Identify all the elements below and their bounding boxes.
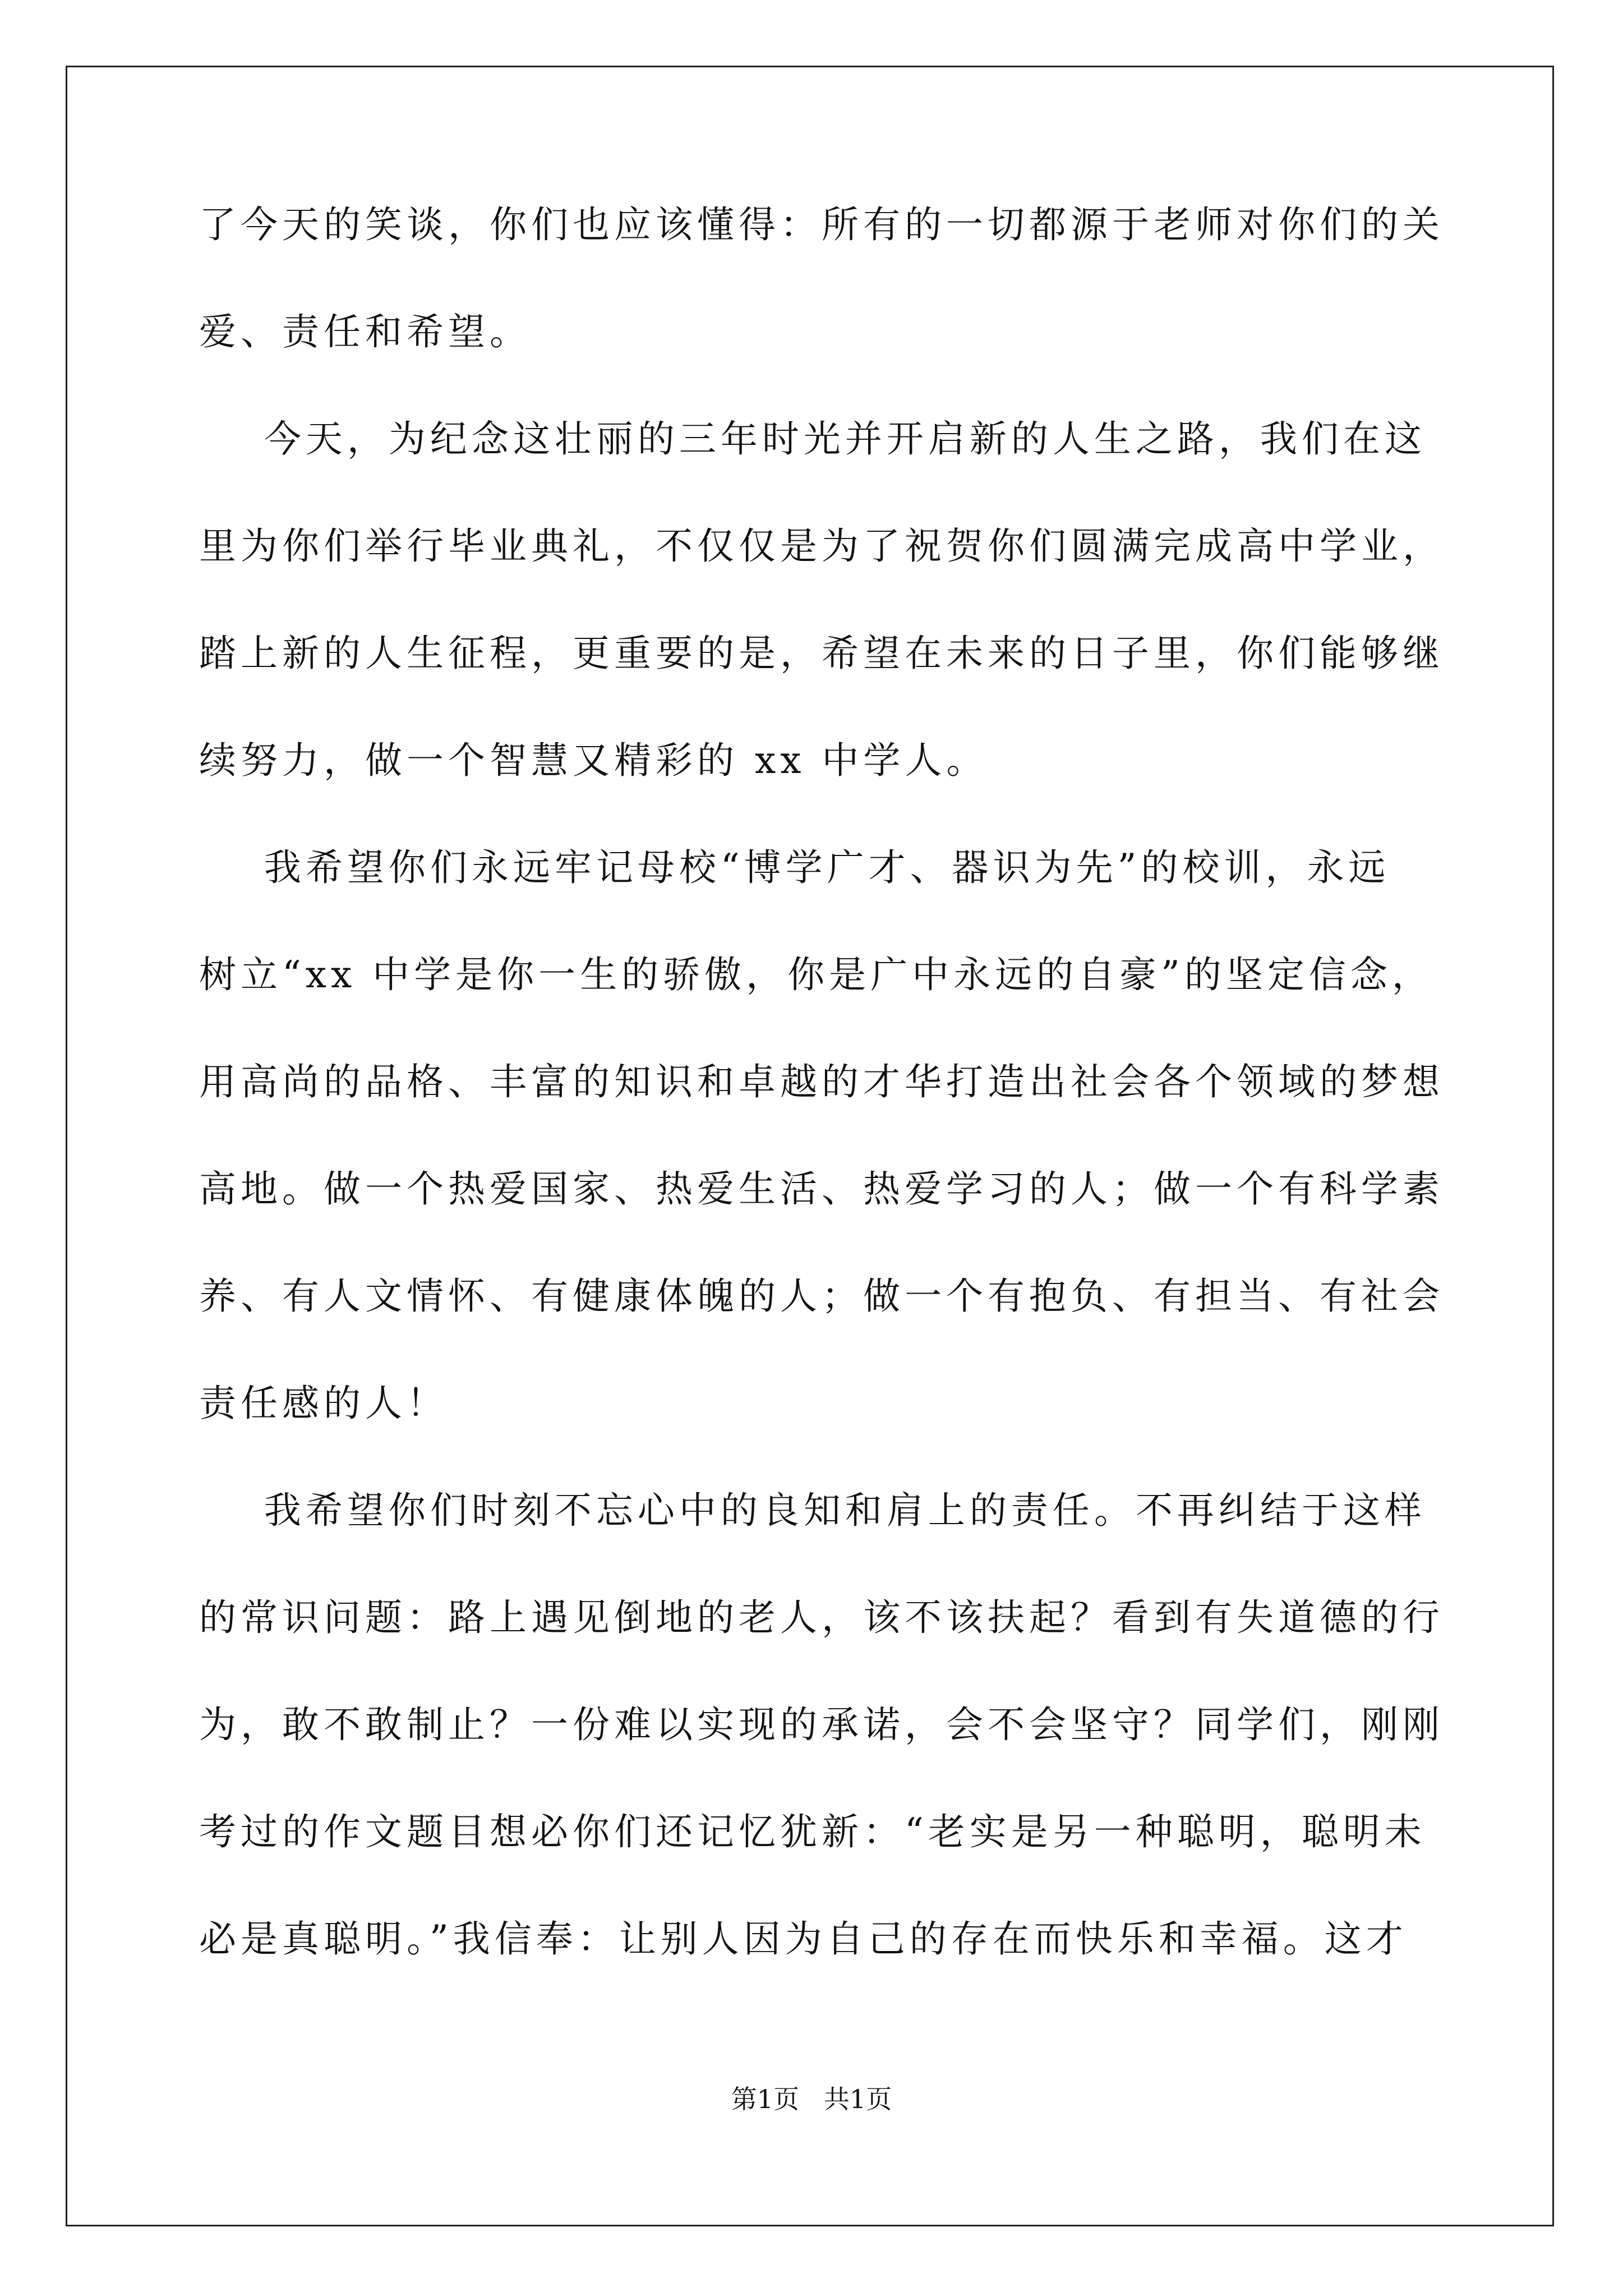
text-line: 续努力，做一个智慧又精彩的 xx 中学人。 xyxy=(199,739,988,782)
text-line: 用高尚的品格、丰富的知识和卓越的才华打造出社会各个领域的梦想 xyxy=(199,1060,1444,1103)
page-footer: 第1页 共1页 xyxy=(731,2084,892,2114)
text-line: 必是真聪明。”我信奉：让别人因为自己的存在而快乐和幸福。这才 xyxy=(199,1917,1408,1961)
text-line: 里为你们举行毕业典礼，不仅仅是为了祝贺你们圆满完成高中学业， xyxy=(199,524,1444,568)
text-line: 了今天的笑谈，你们也应该懂得：所有的一切都源于老师对你们的关 xyxy=(199,203,1444,246)
text-line: 爱、责任和希望。 xyxy=(199,310,531,353)
document-body xyxy=(199,203,1450,2028)
text-line: 养、有人文情怀、有健康体魄的人；做一个有抱负、有担当、有社会 xyxy=(199,1274,1444,1318)
text-line: 树立“xx 中学是你一生的骄傲，你是广中永远的自豪”的坚定信念， xyxy=(199,953,1433,996)
text-line: 的常识问题：路上遇见倒地的老人，该不该扶起？看到有失道德的行 xyxy=(199,1596,1444,1639)
text-line: 高地。做一个热爱国家、热爱生活、热爱学习的人；做一个有科学素 xyxy=(199,1167,1444,1211)
text-line: 考过的作文题目想必你们还记忆犹新：“老实是另一种聪明，聪明未 xyxy=(199,1810,1426,1853)
text-line: 我希望你们永远牢记母校“博学广才、器识为先”的校训，永远 xyxy=(199,846,1390,889)
text-line: 为，敢不敢制止？一份难以实现的承诺，会不会坚守？同学们，刚刚 xyxy=(199,1703,1444,1746)
text-line: 责任感的人！ xyxy=(199,1382,448,1425)
text-line: 今天，为纪念这壮丽的三年时光并开启新的人生之路，我们在这 xyxy=(199,417,1426,461)
text-line: 踏上新的人生征程，更重要的是，希望在未来的日子里，你们能够继 xyxy=(199,632,1444,675)
text-line: 我希望你们时刻不忘心中的良知和肩上的责任。不再纠结于这样 xyxy=(199,1489,1426,1532)
